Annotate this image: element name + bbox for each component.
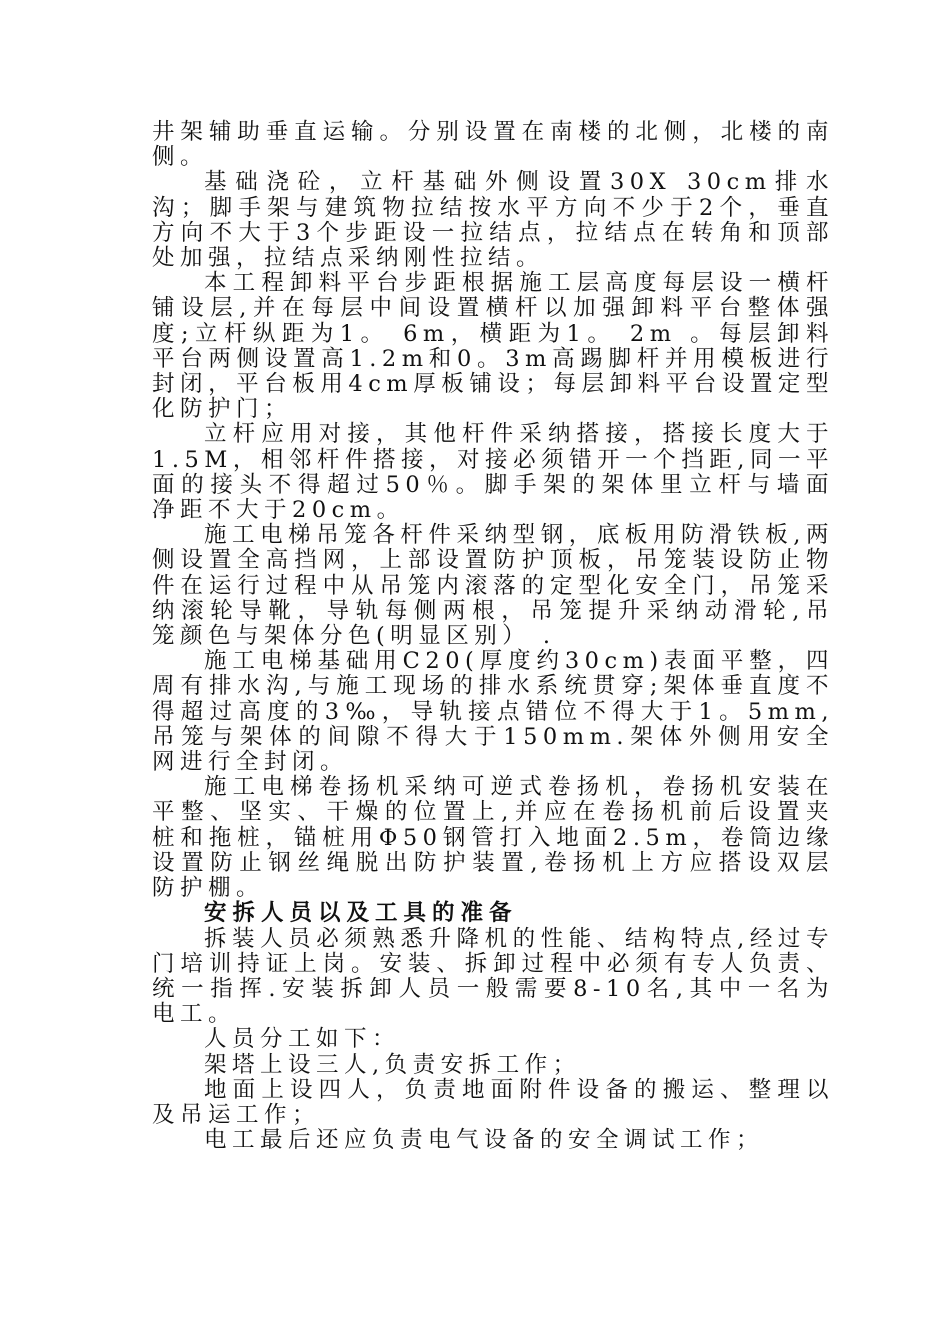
paragraph-unloading-platform: 本工程卸料平台步距根据施工层高度每层设一横杆铺设层,并在每层中间设置横杆以加强卸料平台整体强度;立杆纵距为1。 6m，横距为1。 2m 。每层卸料平台两侧设置高1.2m和0。3m高踢脚杆并用模板进行封闭，平台板用4cm厚板铺设；每层卸料平台设置定型化防护门； — [152, 270, 834, 423]
paragraph-elevator-foundation: 施工电梯基础用C20(厚度约30cm)表面平整，四周有排水沟,与施工现场的排水系统贯穿;架体垂直度不得超过高度的3‰，导轨接点错位不得大于1。5mm,吊笼与架体的间隙不得大于150mm.架体外侧用安全网进行全封闭。 — [152, 648, 834, 776]
document-body — [152, 120, 834, 1153]
paragraph-personnel: 拆装人员必须熟悉升降机的性能、结构特点,经过专门培训持证上岗。安装、拆卸过程中必须有专人负责、统一指挥.安装拆卸人员一般需要8-10名,其中一名为电工。 — [152, 925, 834, 1028]
paragraph-pole-joints: 立杆应用对接，其他杆件采纳搭接，搭接长度大于1.5M，相邻杆件搭接，对接必须错开一个挡距,同一平面的接头不得超过50％。脚手架的架体里立杆与墙面净距不大于20cm。 — [152, 421, 834, 524]
paragraph-ground-crew: 地面上设四人，负责地面附件设备的搬运、整理以及吊运工作； — [152, 1076, 834, 1128]
paragraph-vertical-transport: 井架辅助垂直运输。分别设置在南楼的北侧，北楼的南侧。 — [152, 119, 834, 171]
paragraph-tower-crew: 架塔上设三人,负责安拆工作； — [204, 1051, 581, 1078]
section-heading: 安拆人员以及工具的准备 — [204, 900, 518, 927]
paragraph-foundation: 基础浇砼，立杆基础外侧设置30X 30cm排水沟；脚手架与建筑物拉结按水平方向不少于2个，垂直方向不大于3个步距设一拉结点，拉结点在转角和顶部处加强，拉结点采纳刚性拉结。 — [152, 169, 834, 272]
paragraph-elevator-cage: 施工电梯吊笼各杆件采纳型钢，底板用防滑铁板,两侧设置全高挡网，上部设置防护顶板，吊笼装设防止物件在运行过程中从吊笼内滚落的定型化安全门，吊笼采纳滚轮导靴，导轨每侧两根，吊笼提升采纳动滑轮,吊笼颜色与架体分色(明显区别） . — [152, 522, 834, 650]
paragraph-division-intro: 人员分工如下： — [204, 1026, 401, 1053]
paragraph-hoist: 施工电梯卷扬机采纳可逆式卷扬机，卷扬机安装在平整、坚实、干燥的位置上,并应在卷扬机前后设置夹桩和拖桩，锚桩用Φ50钢管打入地面2.5m，卷筒边缘设置防止钢丝绳脱出防护装置,卷扬机上方应搭设双层防护棚。 — [152, 774, 834, 902]
paragraph-electrician: 电工最后还应负责电气设备的安全调试工作； — [204, 1127, 765, 1154]
